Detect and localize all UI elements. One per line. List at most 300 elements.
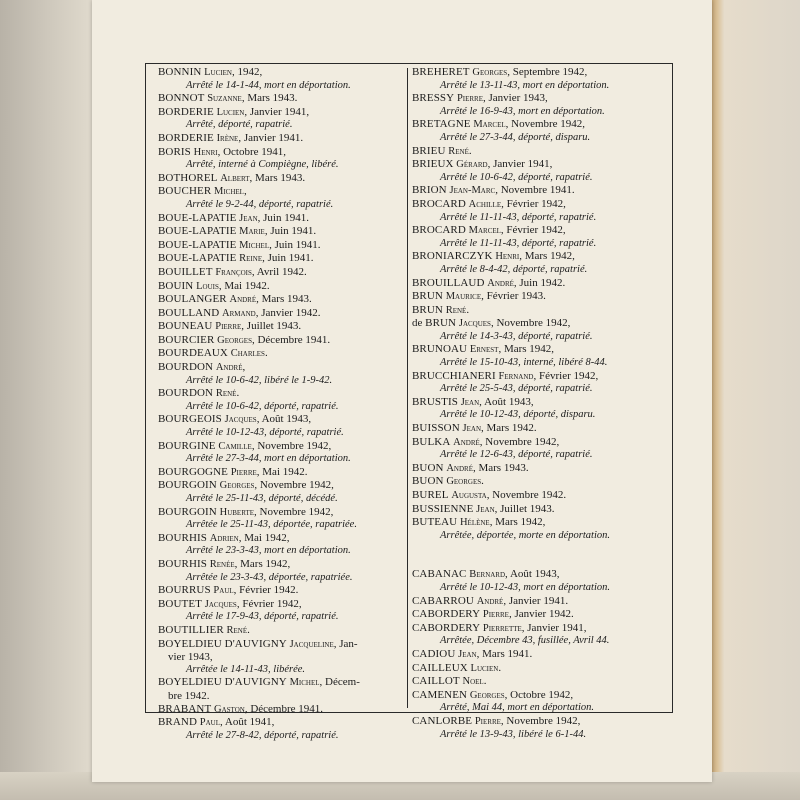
given-name: Jean	[458, 648, 477, 660]
name-entry	[412, 715, 668, 741]
entry-date: , Janvier 1942.	[508, 608, 574, 621]
entry-date: .	[264, 347, 268, 360]
given-name: André	[453, 436, 480, 448]
name-entry	[158, 106, 403, 132]
arrest-note: Arrêté le 10-12-43, déporté, rapatrié.	[186, 427, 344, 439]
entry-main-line	[158, 466, 403, 480]
entry-main-line	[412, 595, 668, 609]
entry-main-line	[158, 252, 403, 266]
name-entry	[158, 387, 403, 413]
given-name: Marcel	[473, 119, 506, 131]
given-name: André	[229, 294, 257, 306]
surname: CADIOU	[412, 647, 456, 660]
arrest-note: Arrêté, Mai 44, mort en déportation.	[440, 702, 594, 714]
name-entry	[158, 293, 403, 307]
name-entry	[412, 224, 668, 250]
arrest-note: Arrêté le 10-12-43, déporté, disparu.	[440, 409, 596, 421]
name-entry	[158, 440, 403, 466]
entry-date: , 1942,	[231, 66, 263, 78]
entry-date: ,	[242, 361, 246, 374]
surname: BRUCCHIANERI	[412, 369, 496, 382]
name-entry	[412, 92, 668, 118]
arrest-note: Arrêtée, déportée, morte en déportation.	[440, 529, 610, 541]
surname: BOURCIER	[158, 333, 215, 346]
surname: BUSSIENNE	[412, 502, 474, 515]
entry-main-line	[412, 662, 668, 676]
entry-date: , Juin 1941.	[264, 225, 317, 238]
arrest-note: Arrêtée le 25-11-43, déportée, rapatriée.	[186, 519, 357, 531]
surname: BOUE-LAPATIE	[158, 211, 237, 224]
entry-date: , Avril 1942.	[251, 265, 307, 278]
arrest-note: Arrêté le 10-6-42, libéré le 1-9-42.	[186, 374, 333, 386]
name-entry	[158, 558, 403, 584]
entry-date: , Juillet 1943.	[494, 502, 555, 515]
entry-main-line	[412, 198, 668, 212]
surname: BORDERIE	[158, 131, 214, 144]
entry-main-line	[158, 106, 403, 120]
given-name: Jacques	[224, 414, 257, 426]
entry-date: , Mars 1942.	[481, 422, 537, 435]
entry-main-line	[158, 413, 403, 427]
surname: BOUCHER	[158, 185, 212, 198]
name-entry	[158, 212, 403, 226]
given-name: Henri	[193, 146, 218, 158]
right-name-column	[412, 66, 668, 741]
name-entry	[412, 648, 668, 662]
name-entry	[412, 662, 668, 676]
entry-main-line	[158, 146, 403, 160]
surname: BRAND	[158, 716, 198, 729]
name-entry	[412, 198, 668, 224]
given-name: Adrien	[209, 532, 239, 544]
given-name: Noel	[462, 676, 484, 688]
entry-date: , Décembre 1941.	[251, 333, 331, 346]
arrest-note: Arrêté le 11-11-43, déporté, rapatrié.	[440, 237, 597, 249]
arrest-note: Arrêté le 23-3-43, mort en déportation.	[186, 545, 351, 557]
name-entry	[158, 361, 403, 387]
arrest-note: Arrêté, interné à Compiègne, libéré.	[186, 159, 339, 171]
entry-date: , Août 1943,	[479, 395, 534, 408]
given-name: Renée	[209, 558, 235, 570]
given-name: Michel	[289, 677, 320, 689]
entry-date: , Juin 1942.	[513, 276, 566, 289]
given-name: Bernard	[469, 569, 506, 581]
given-name: André	[487, 277, 514, 289]
surname: BOUE-LAPATIE	[158, 238, 237, 251]
entry-date: , Novembre 1942,	[479, 435, 560, 448]
given-name: André	[446, 462, 473, 474]
given-name: Jean-Marc	[449, 185, 496, 197]
name-entry	[158, 413, 403, 439]
surname: BOURGINE	[158, 439, 216, 452]
entry-main-line	[158, 703, 403, 717]
entry-date: , Octobre 1942,	[504, 688, 574, 701]
name-entry	[158, 307, 403, 321]
surname: BOULLAND	[158, 306, 220, 319]
entry-main-line	[158, 334, 403, 348]
name-entry	[412, 436, 668, 462]
surname: BRUSTIS	[412, 395, 458, 408]
section-gap	[412, 542, 668, 568]
entry-main-line	[412, 648, 668, 662]
entry-main-line	[158, 172, 403, 186]
surname: BOURHIS	[158, 531, 207, 544]
entry-date: , Mars 1942,	[489, 516, 546, 529]
given-name: Georges	[217, 334, 252, 346]
entry-main-line	[412, 516, 668, 530]
page-stack-edge	[712, 0, 800, 800]
surname: BUISSON	[412, 422, 460, 435]
arrest-note: Arrêté le 16-9-43, mort en déportation.	[440, 105, 605, 117]
name-entry	[158, 638, 403, 677]
name-entry	[158, 225, 403, 239]
surname: CABARROU	[412, 594, 474, 607]
name-entry	[412, 475, 668, 489]
surname: BUON	[412, 475, 444, 488]
surname: BOUE-LAPATIE	[158, 252, 237, 265]
arrest-note: Arrêté le 25-11-43, déporté, décédé.	[186, 493, 338, 504]
surname: BRONIARCZYK	[412, 250, 493, 263]
surname: BOURDON	[158, 387, 214, 400]
given-name: René	[226, 624, 248, 636]
entry-main-line	[412, 422, 668, 436]
given-name: Michel	[239, 239, 270, 251]
arrest-note: Arrêté le 27-8-42, déporté, rapatrié.	[186, 729, 339, 741]
surname: BOUE-LAPATIE	[158, 225, 237, 238]
name-entry	[158, 479, 403, 505]
entry-main-line	[158, 440, 403, 454]
entry-main-line	[412, 675, 668, 689]
entry-main-line	[412, 396, 668, 410]
arrest-note: Arrêté le 27-3-44, déporté, disparu.	[440, 131, 591, 143]
entry-main-line	[158, 239, 403, 253]
name-entry	[158, 66, 403, 92]
entry-main-line	[412, 622, 668, 636]
entry-main-line	[158, 92, 403, 106]
name-entry	[412, 622, 668, 648]
name-entry	[412, 689, 668, 715]
surname: BOURGEOIS	[158, 413, 222, 426]
entry-main-line	[412, 689, 668, 703]
surname: CAILLEUX	[412, 661, 468, 674]
given-name: Georges	[469, 689, 505, 701]
entry-main-line	[158, 361, 403, 375]
given-name: Pierre	[482, 609, 509, 621]
surname: BRIEUX	[412, 158, 454, 171]
entry-main-line	[158, 347, 403, 361]
name-entry	[158, 676, 403, 702]
given-name: Augusta	[451, 490, 487, 501]
name-entry	[412, 343, 668, 369]
entry-main-line	[412, 250, 668, 264]
entry-date: , Mai 1942,	[238, 531, 290, 544]
given-name: Jean	[460, 396, 480, 408]
surname: BOURHIS	[158, 557, 207, 570]
given-name: Irène	[216, 132, 239, 144]
given-name: Charles	[230, 348, 265, 360]
entry-date: , Décembre 1941.	[244, 702, 324, 715]
name-entry	[412, 184, 668, 198]
entry-date: , Mars 1942,	[519, 250, 575, 263]
entry-main-line	[158, 293, 403, 307]
entry-date: , Janvier 1941,	[487, 158, 553, 171]
arrest-note: Arrêté le 9-2-44, déporté, rapatrié.	[186, 198, 334, 210]
entry-date: , Novembre 1942,	[254, 505, 334, 518]
name-entry	[158, 252, 403, 266]
surname: BROUILLAUD	[412, 276, 485, 289]
given-name: René	[215, 388, 237, 400]
entry-main-line	[158, 185, 403, 199]
left-name-column	[158, 66, 403, 742]
entry-date: , Janvier 1941,	[521, 621, 587, 634]
surname: BOURDEAUX	[158, 347, 228, 360]
surname: BONNOT	[158, 92, 205, 105]
entry-main-line	[158, 479, 403, 493]
surname: BRUN	[412, 303, 443, 316]
given-name: Paul	[213, 585, 234, 597]
surname: CABORDERY	[412, 608, 481, 621]
surname: BRUNOAU	[412, 343, 468, 356]
surname: BOUTILLIER	[158, 623, 224, 636]
name-entry	[158, 532, 403, 558]
entry-date: , Janvier 1941.	[238, 131, 304, 144]
entry-date: , Août 1943,	[505, 568, 560, 581]
entry-main-line	[158, 225, 403, 239]
entry-main-line	[412, 489, 668, 503]
name-entry	[412, 66, 668, 92]
surname: BUREL	[412, 489, 449, 501]
surname: BRION	[412, 184, 447, 197]
entry-main-line	[158, 307, 403, 321]
surname: CAILLOT	[412, 675, 460, 688]
entry-date: , Mai 1942.	[256, 465, 308, 478]
surname: BRUN	[412, 290, 443, 303]
arrest-note: Arrêté le 17-9-43, déporté, rapatrié.	[186, 611, 339, 623]
entry-main-line	[412, 436, 668, 450]
name-entry	[158, 347, 403, 361]
arrest-note: Arrêtée le 23-3-43, déportée, rapatriée.	[186, 571, 353, 583]
entry-date: , Février 1942,	[236, 597, 302, 610]
entry-main-line	[412, 92, 668, 106]
name-entry	[412, 277, 668, 291]
surname: BRABANT	[158, 702, 212, 715]
surname: BOURDON	[158, 361, 214, 374]
name-entry	[158, 598, 403, 624]
arrest-note: Arrêté le 14-1-44, mort en déportation.	[186, 79, 351, 91]
given-name: Achille	[468, 198, 502, 210]
entry-main-line	[158, 506, 403, 520]
surname: BUON	[412, 461, 444, 474]
arrest-note: Arrêté le 10-12-43, mort en déportation.	[440, 581, 611, 593]
entry-date: .	[498, 661, 502, 674]
entry-date: , Janvier 1941.	[503, 594, 569, 607]
entry-main-line	[158, 676, 403, 690]
name-prefix: de	[412, 317, 426, 330]
entry-main-line	[412, 568, 668, 582]
surname: BORDERIE	[158, 105, 214, 118]
book-spine-edge	[0, 0, 92, 800]
given-name: Lucien	[470, 662, 499, 674]
entry-main-line	[158, 638, 403, 652]
entry-date: , Novembre 1942,	[505, 118, 586, 131]
given-name: Marcel	[468, 225, 501, 237]
entry-main-line	[412, 290, 668, 304]
name-entry	[412, 675, 668, 689]
entry-date: , Février 1942,	[533, 369, 599, 382]
name-entry	[158, 584, 403, 598]
surname: BUTEAU	[412, 516, 458, 529]
given-name: René	[445, 304, 467, 316]
arrest-note: Arrêté le 25-5-43, déporté, rapatrié.	[440, 383, 593, 395]
entry-main-line	[158, 280, 403, 294]
entry-main-line	[158, 320, 403, 334]
arrest-note: Arrêté, déporté, rapatrié.	[186, 119, 293, 131]
entry-date: , Mars 1941.	[476, 647, 533, 660]
given-name: Maurice	[445, 291, 482, 303]
surname: BOURRUS	[158, 584, 211, 597]
entry-main-line	[412, 317, 668, 331]
name-entry	[158, 146, 403, 172]
arrest-note: Arrêté le 15-10-43, interné, libéré 8-44.	[440, 357, 608, 369]
name-entry	[158, 320, 403, 334]
entry-main-line	[412, 184, 668, 198]
entry-main-line	[158, 532, 403, 546]
surname: BORIS	[158, 145, 191, 158]
entry-date: .	[236, 387, 240, 400]
entry-date: , Novembre 1942,	[251, 439, 332, 452]
given-name: Hélène	[459, 517, 490, 529]
name-entry	[158, 334, 403, 348]
surname: BRUN	[425, 317, 457, 330]
surname: BRETAGNE	[412, 118, 471, 131]
entry-date: .	[481, 475, 484, 488]
given-name: Albert	[220, 172, 250, 184]
given-name: Jean	[476, 503, 495, 515]
name-entry	[158, 624, 403, 638]
arrest-note: Arrêté le 14-3-43, déporté, rapatrié.	[440, 330, 593, 342]
entry-date: , Octobre 1941,	[217, 145, 287, 158]
name-entry	[412, 370, 668, 396]
entry-main-line	[158, 212, 403, 226]
entry-main-line	[158, 558, 403, 572]
entry-date: , Janvier 1941,	[244, 105, 310, 118]
arrest-note: Arrêté le 11-11-43, déporté, rapatrié.	[440, 211, 597, 223]
name-entry	[412, 290, 668, 304]
arrest-note: Arrêté le 27-3-44, mort en déportation.	[186, 453, 351, 465]
name-entry	[412, 516, 668, 542]
name-entry	[412, 396, 668, 422]
entry-date: , Septembre 1942,	[507, 66, 588, 78]
surname: BOURGOIN	[158, 479, 217, 492]
given-name: Pierre	[230, 466, 257, 478]
given-name: Pierre	[474, 715, 501, 727]
given-name: Fernand	[498, 370, 534, 382]
entry-date: , Mars 1942,	[498, 343, 555, 356]
entry-date: , Novembre 1941.	[495, 184, 575, 197]
given-name: Henri	[495, 251, 520, 263]
name-entry	[158, 266, 403, 280]
entry-date: , Juin 1941.	[269, 238, 321, 251]
entry-main-line	[158, 132, 403, 146]
entry-main-line	[412, 304, 668, 318]
entry-main-line	[412, 224, 668, 238]
entry-date: , Juin 1941.	[257, 211, 309, 224]
given-name: Huberte	[219, 506, 254, 518]
given-name: Pierre	[215, 321, 242, 333]
arrest-note: Arrêté le 8-4-42, déporté, rapatrié.	[440, 263, 588, 275]
name-entry	[158, 92, 403, 106]
arrest-note: Arrêté le 13-11-43, mort en déportation.	[440, 79, 610, 91]
entry-date: , Juin 1941.	[262, 252, 314, 265]
given-name: Georges	[446, 476, 482, 488]
entry-main-line	[158, 387, 403, 401]
given-name: Jacques	[458, 318, 491, 330]
given-name: Georges	[472, 67, 508, 78]
surname: BOUIN	[158, 279, 194, 292]
surname: BRESSY	[412, 92, 455, 105]
name-entry	[412, 304, 668, 318]
entry-main-line	[412, 158, 668, 172]
entry-main-line	[412, 462, 668, 476]
entry-date: , Novembre 1942,	[500, 714, 581, 727]
entry-main-line	[158, 598, 403, 612]
surname: BRIEU	[412, 144, 446, 157]
arrest-note: Arrêté le 12-6-43, déporté, rapatrié.	[440, 449, 593, 461]
surname: BREHERET	[412, 66, 470, 78]
given-name: Gérard	[456, 159, 488, 171]
surname: BONNIN	[158, 66, 202, 78]
given-name: François	[215, 266, 252, 278]
entry-main-line	[412, 118, 668, 132]
given-name: Pierrette	[482, 622, 522, 634]
entry-date: , Novembre 1942.	[486, 489, 567, 501]
entry-date: , Mars 1943.	[256, 293, 312, 306]
name-entry	[412, 608, 668, 622]
surname: BOURGOIN	[158, 505, 217, 518]
entry-date: , Février 1942,	[500, 224, 566, 237]
name-entry	[158, 506, 403, 532]
given-name: Gaston	[214, 703, 245, 715]
surname: BOURGOGNE	[158, 465, 228, 478]
given-name: Camille	[218, 440, 252, 452]
surname: BOUILLET	[158, 265, 213, 278]
given-name: Jean	[239, 212, 258, 224]
given-name: Suzanne	[207, 93, 242, 105]
entry-date: , Juillet 1943.	[241, 320, 302, 333]
entry-main-line	[412, 66, 668, 80]
name-entry	[158, 172, 403, 186]
given-name: Reine	[239, 253, 263, 265]
name-entry	[158, 280, 403, 294]
entry-date: , Janvier 1943,	[483, 92, 548, 105]
entry-main-line	[412, 343, 668, 357]
entry-date: , Février 1942.	[233, 584, 299, 597]
given-name: Paul	[199, 717, 220, 729]
entry-main-line	[412, 370, 668, 384]
surname: CAMENEN	[412, 688, 468, 701]
name-entry	[412, 422, 668, 436]
given-name: Marie	[239, 226, 265, 238]
entry-main-line	[412, 277, 668, 291]
surname: BROCARD	[412, 197, 466, 210]
name-entry	[412, 462, 668, 476]
entry-main-line	[412, 608, 668, 622]
arrest-note: Arrêté le 10-6-42, déporté, rapatrié.	[186, 400, 339, 412]
name-entry	[412, 250, 668, 276]
name-entry	[412, 568, 668, 594]
entry-date: , Mai 1942.	[218, 279, 270, 292]
name-entry	[158, 466, 403, 480]
